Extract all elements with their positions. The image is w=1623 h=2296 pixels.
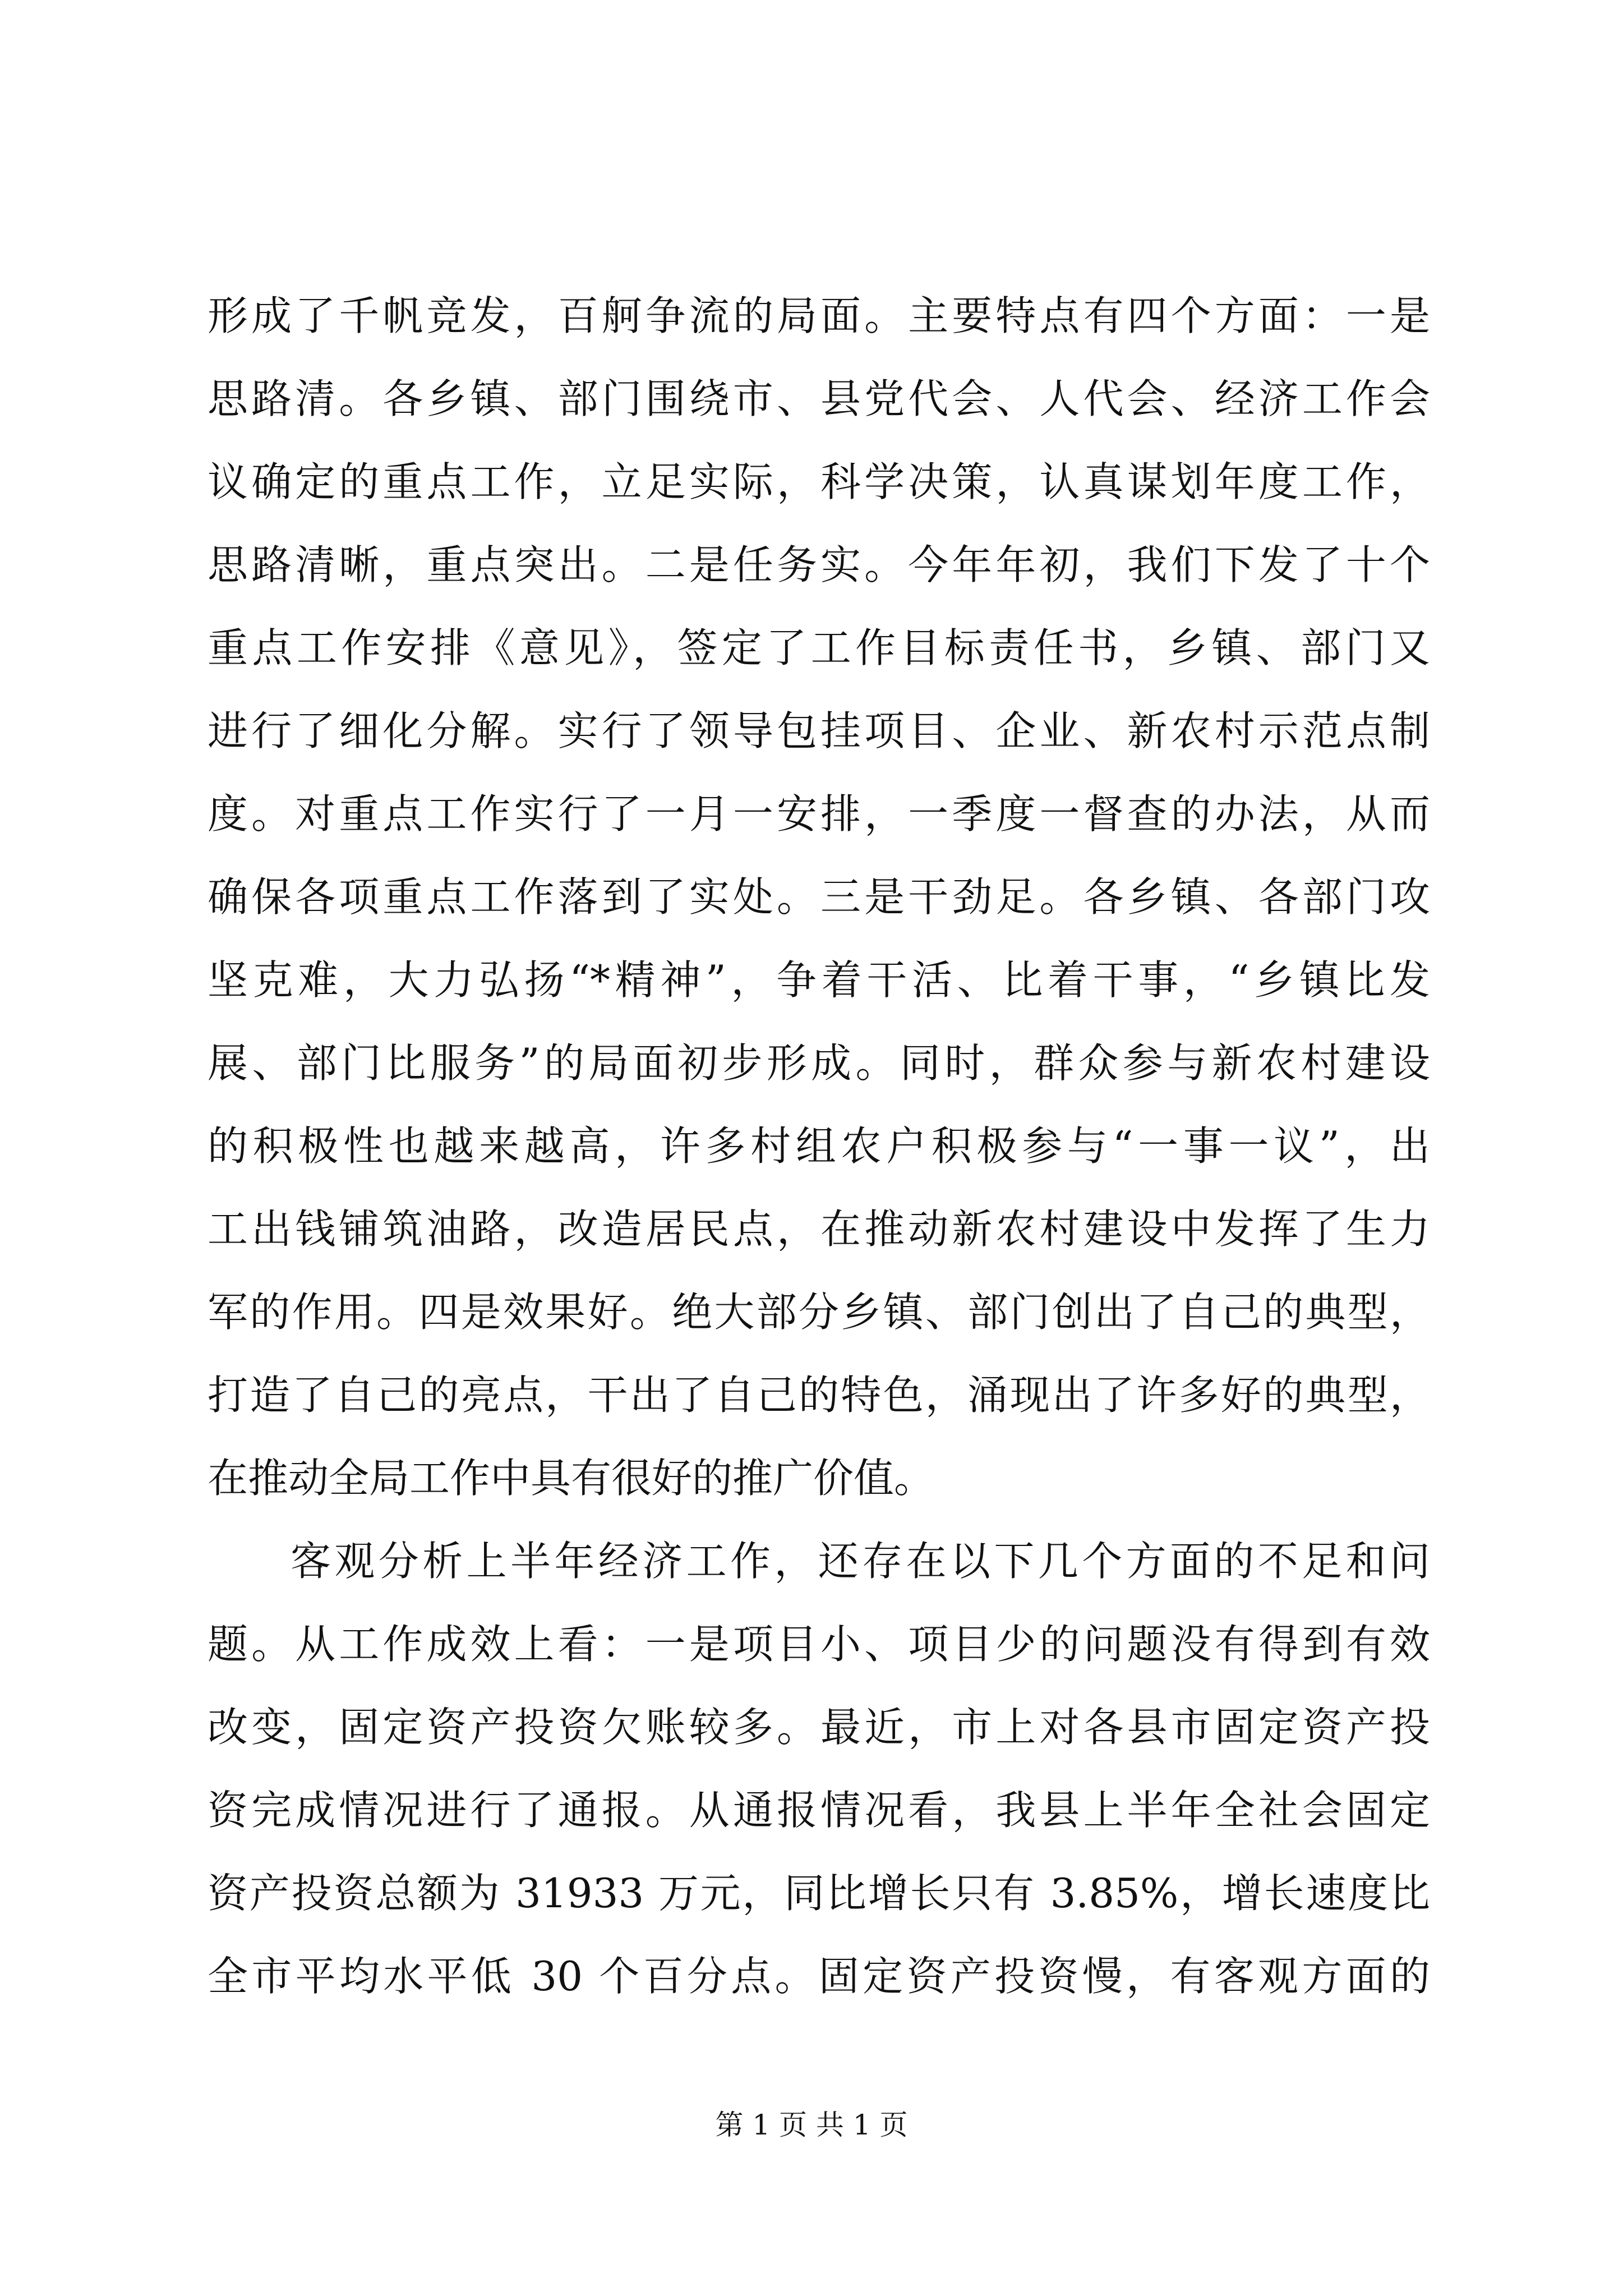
text-line: 全市平均水平低 30 个百分点。固定资产投资慢，有客观方面的 [208, 1953, 1430, 2000]
text-line: 题。从工作成效上看：一是项目小、项目少的问题没有得到有效 [208, 1621, 1430, 1668]
text-line: 展、部门比服务”的局面初步形成。同时，群众参与新农村建设 [208, 1039, 1430, 1087]
text-line: 资完成情况进行了通报。从通报情况看，我县上半年全社会固定 [208, 1787, 1430, 1834]
text-line: 打造了自己的亮点，干出了自己的特色，涌现出了许多好的典型， [208, 1372, 1430, 1419]
text-line: 进行了细化分解。实行了领导包挂项目、企业、新农村示范点制 [208, 707, 1430, 754]
text-line: 确保各项重点工作落到了实处。三是干劲足。各乡镇、各部门攻 [208, 873, 1430, 921]
text-line: 议确定的重点工作，立足实际，科学决策，认真谋划年度工作， [208, 458, 1430, 505]
text-line: 度。对重点工作实行了一月一安排，一季度一督查的办法，从而 [208, 790, 1430, 838]
text-line: 资产投资总额为 31933 万元，同比增长只有 3.85%，增长速度比 [208, 1870, 1430, 1917]
text-line: 思路清晰，重点突出。二是任务实。今年年初，我们下发了十个 [208, 541, 1430, 588]
page-number-footer: 第 1 页 共 1 页 [715, 2109, 908, 2141]
text-line: 形成了千帆竞发，百舸争流的局面。主要特点有四个方面：一是 [208, 292, 1430, 339]
text-line: 改变，固定资产投资欠账较多。最近，市上对各县市固定资产投 [208, 1704, 1430, 1751]
text-line: 思路清。各乡镇、部门围绕市、县党代会、人代会、经济工作会 [208, 375, 1430, 422]
text-line: 在推动全局工作中具有很好的推广价值。 [208, 1455, 935, 1502]
document-body [208, 291, 1430, 2034]
text-line: 客观分析上半年经济工作，还存在以下几个方面的不足和问 [291, 1538, 1430, 1585]
text-line: 军的作用。四是效果好。绝大部分乡镇、部门创出了自己的典型， [208, 1289, 1430, 1336]
text-line: 坚克难，大力弘扬“*精神”，争着干活、比着干事，“乡镇比发 [208, 956, 1430, 1004]
text-line: 的积极性也越来越高，许多村组农户积极参与“一事一议”，出 [208, 1122, 1430, 1170]
text-line: 重点工作安排《意见》，签定了工作目标责任书，乡镇、部门又 [208, 624, 1430, 671]
text-line: 工出钱铺筑油路，改造居民点，在推动新农村建设中发挥了生力 [208, 1205, 1430, 1253]
